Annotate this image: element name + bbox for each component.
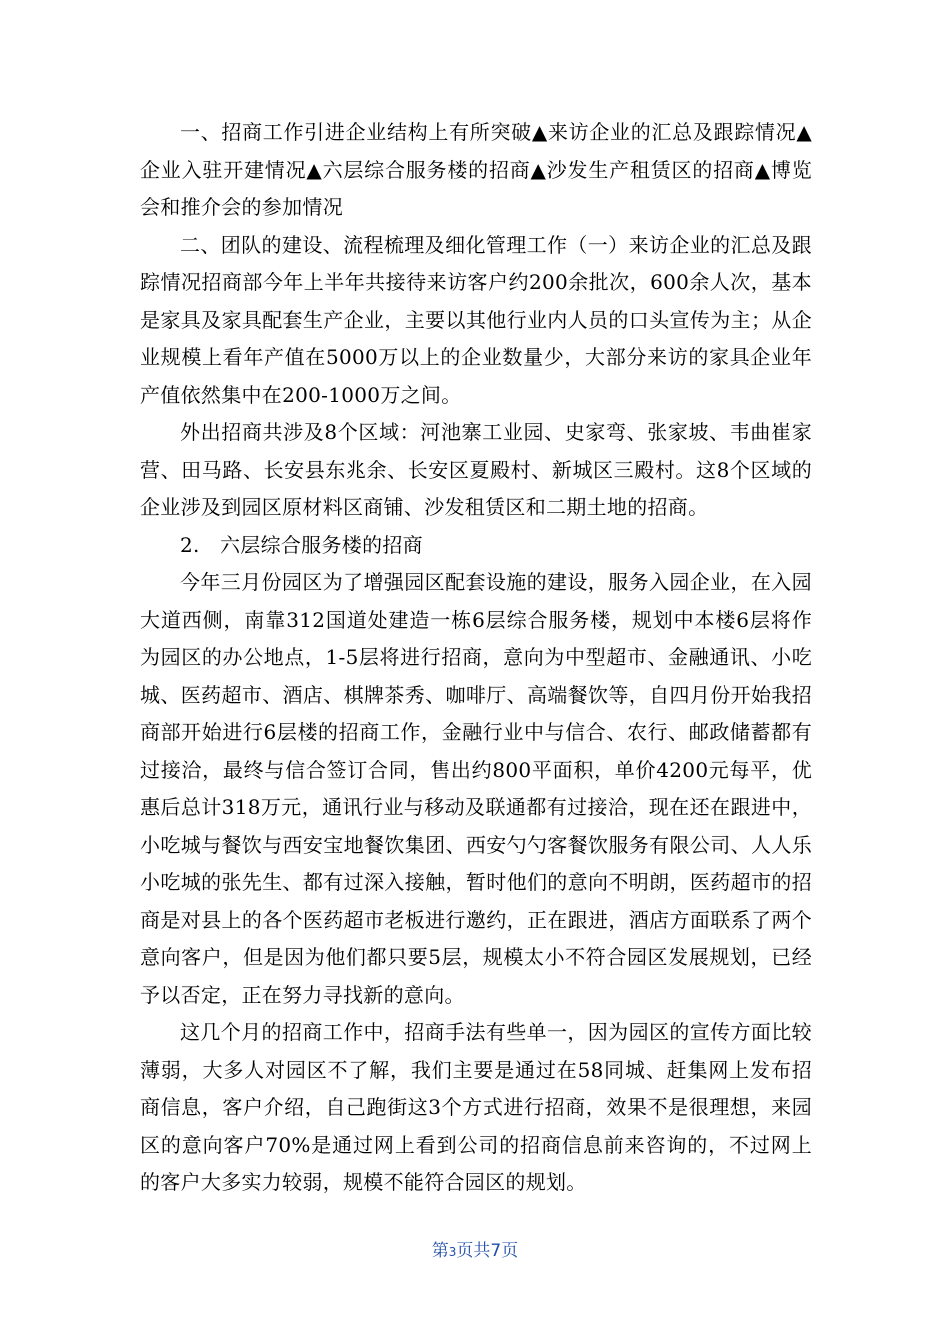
- document-body: [140, 114, 812, 1202]
- page-footer: [0, 1236, 950, 1261]
- footer-total-pages: 7: [490, 1241, 502, 1261]
- paragraph-4: 今年三月份园区为了增强园区配套设施的建设，服务入园企业，在入园大道西侧，南靠312国道处建造一栋6层综合服务楼，规划中本楼6层将作为园区的办公地点，1-5层将进行招商，意向为中型超市、金融通讯、小吃城、医药超市、酒店、棋牌茶秀、咖啡厅、高端餐饮等，自四月份开始我招商部开始进行6层楼的招商工作，金融行业中与信合、农行、邮政储蓄都有过接洽，最终与信合签订合同，售出约800平面积，单价4200元每平，优惠后总计318万元，通讯行业与移动及联通都有过接洽，现在还在跟进中，小吃城与餐饮与西安宝地餐饮集团、西安勺勺客餐饮服务有限公司、人人乐小吃城的张先生、都有过深入接触，暂时他们的意向不明朗，医药超市的招商是对县上的各个医药超市老板进行邀约，正在跟进，酒店方面联系了两个意向客户，但是因为他们都只要5层，规模太小不符合园区发展规划，已经予以否定，正在努力寻找新的意向。: [140, 570, 812, 1007]
- footer-page-number: 3: [448, 1245, 457, 1259]
- footer-suffix: 页: [501, 1241, 519, 1261]
- paragraph-2: 二、团队的建设、流程梳理及细化管理工作（一）来访企业的汇总及跟踪情况招商部今年上半年共接待来访客户约200余批次，600余人次，基本是家具及家具配套生产企业，主要以其他行业内人员的口头宣传为主；从企业规模上看年产值在5000万以上的企业数量少，大部分来访的家具企业年产值依然集中在200-1000万之间。: [140, 232, 812, 407]
- footer-prefix: 第: [431, 1241, 449, 1261]
- footer-middle: 页共: [456, 1241, 491, 1261]
- section-heading-2: 2. 六层综合服务楼的招商: [180, 532, 423, 557]
- paragraph-3: 外出招商共涉及8个区域：河池寨工业园、史家弯、张家坡、韦曲崔家营、田马路、长安县东兆余、长安区夏殿村、新城区三殿村。这8个区域的企业涉及到园区原材料区商铺、沙发租赁区和二期土地的招商。: [140, 420, 812, 519]
- paragraph-5: 这几个月的招商工作中，招商手法有些单一，因为园区的宣传方面比较薄弱，大多人对园区不了解，我们主要是通过在58同城、赶集网上发布招商信息，客户介绍，自己跑街这3个方式进行招商，效果不是很理想，来园区的意向客户70%是通过网上看到公司的招商信息前来咨询的，不过网上的客户大多实力较弱，规模不能符合园区的规划。: [140, 1020, 812, 1194]
- paragraph-1: 一、招商工作引进企业结构上有所突破▲来访企业的汇总及跟踪情况▲企业入驻开建情况▲六层综合服务楼的招商▲沙发生产租赁区的招商▲博览会和推介会的参加情况: [140, 120, 812, 219]
